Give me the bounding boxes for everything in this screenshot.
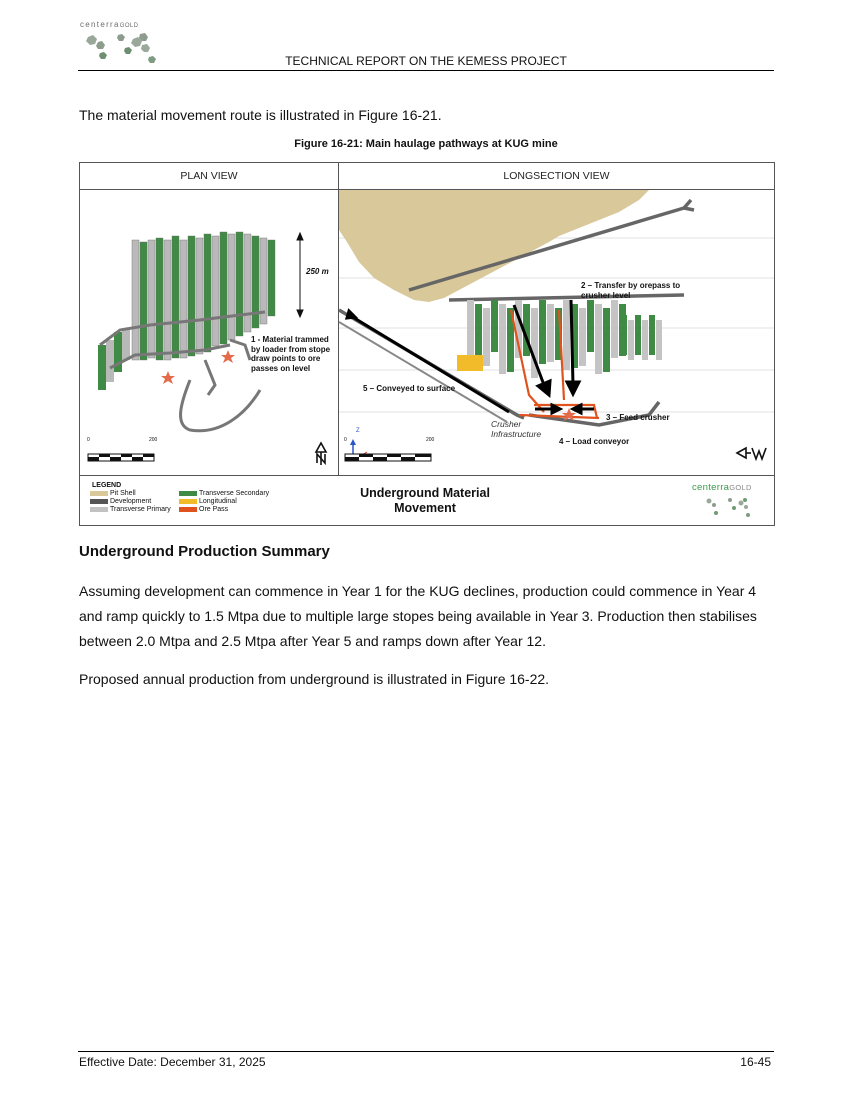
legend-title: LEGEND — [92, 482, 122, 489]
legend-swatch — [179, 507, 197, 512]
plan-stope — [196, 238, 203, 354]
longsection-stope — [628, 320, 634, 360]
step5-annotation: 5 – Conveyed to surface — [363, 384, 456, 393]
longsection-stope — [499, 304, 506, 374]
step4-annotation: 4 – Load conveyor — [559, 437, 630, 446]
page-number: 16-45 — [740, 1055, 771, 1069]
intro-paragraph: The material movement route is illustrated in Figure 16-21. — [79, 107, 442, 123]
longsection-view-drawing — [339, 190, 774, 475]
figure-caption: Figure 16-21: Main haulage pathways at KUG mine — [294, 138, 558, 150]
figure-logo-hexagons-icon — [692, 494, 772, 524]
longsection-stope — [603, 308, 610, 372]
longsection-stope — [642, 320, 648, 360]
plan-stope — [132, 240, 139, 360]
north-arrow-icon — [316, 443, 326, 465]
longsection-stope — [635, 315, 641, 355]
plan-view-title: PLAN VIEW — [80, 163, 338, 190]
plan-scale-end: 200 — [149, 437, 158, 443]
plan-stope — [172, 236, 179, 358]
west-arrow-icon — [737, 448, 766, 459]
crusher-infrastructure-label: Crusher Infrastructure — [491, 419, 542, 439]
report-title: TECHNICAL REPORT ON THE KEMESS PROJECT — [285, 54, 567, 68]
section-heading: Underground Production Summary — [79, 543, 330, 560]
plan-stopes — [98, 232, 275, 390]
plan-stope — [212, 236, 219, 346]
step3-annotation: 3 – Feed crusher — [606, 413, 670, 422]
longsection-stope — [621, 315, 627, 355]
plan-view-drawing — [80, 190, 338, 475]
ore-pass-star — [221, 350, 235, 363]
plan-stope — [204, 234, 211, 352]
legend-label: Transverse Secondary — [199, 490, 270, 497]
plan-stope — [180, 240, 187, 358]
longsection-stope — [483, 308, 490, 366]
height-label: 250 m — [306, 267, 329, 276]
plan-stope — [188, 236, 195, 356]
longsection-stope — [539, 300, 546, 364]
axis-z-label: Z — [356, 428, 360, 434]
legend-label: Pit Shell — [110, 490, 136, 497]
plan-stope — [156, 238, 163, 360]
header-divider — [78, 70, 774, 71]
effective-date: Effective Date: December 31, 2025 — [79, 1055, 266, 1069]
long-scale-end: 200 — [426, 437, 435, 443]
plan-scale-start: 0 — [87, 437, 90, 443]
longsection-stope — [587, 300, 594, 352]
longsection-scale-bar — [345, 454, 431, 461]
legend-item-pit-shell — [90, 490, 136, 497]
plan-stope — [140, 242, 147, 360]
legend-swatch — [90, 507, 108, 512]
plan-stope — [106, 340, 114, 382]
plan-stope — [148, 240, 155, 358]
longsection-stopes — [467, 300, 662, 378]
longsection-stope — [611, 300, 618, 358]
legend — [80, 476, 774, 526]
ore-pass-star — [161, 371, 175, 384]
step2-annotation: 2 – Transfer by orepass to crusher level — [581, 281, 681, 300]
longsection-stope — [563, 300, 570, 370]
longsection-view-title: LONGSECTION VIEW — [339, 163, 774, 190]
longsection-stope — [579, 308, 586, 366]
longitudinal-stope — [457, 355, 483, 371]
legend-swatch — [179, 499, 197, 504]
production-summary-paragraph: Assuming development can commence in Year 1 for the KUG declines, production could commence in Year 4 and ramp quickly to 1.5 Mtpa due to multiple large stopes being available in Year 3. Production then stabilises between 2.0 Mtpa and 2.5 Mtpa after Year 5 and ramps down after Year 12. — [79, 583, 757, 649]
step1-annotation: 1 - Material trammed by loader from stope draw points to ore passes on level — [251, 335, 331, 373]
logo-word: centerra — [80, 20, 120, 29]
plan-stope — [228, 234, 235, 340]
longsection-stope — [595, 304, 602, 374]
legend-swatch — [90, 499, 108, 504]
longsection-stope — [491, 300, 498, 352]
plan-stope — [236, 232, 243, 336]
legend-label: Development — [110, 498, 152, 505]
figure-logo — [692, 482, 772, 522]
proposed-production-paragraph: Proposed annual production from underground is illustrated in Figure 16-22. — [79, 671, 550, 687]
haulage-figure — [79, 162, 775, 526]
legend-label: Ore Pass — [199, 506, 229, 513]
movement-title: Underground Material Movement — [360, 486, 490, 515]
legend-label: Longitudinal — [199, 498, 237, 505]
legend-item-transverse-primary — [90, 506, 171, 513]
long-scale-start: 0 — [344, 437, 347, 443]
longsection-stope — [649, 315, 655, 355]
fig-logo-word: centerra — [692, 482, 730, 493]
plan-scale-bar — [88, 454, 154, 461]
longsection-stope — [547, 304, 554, 362]
fig-logo-suffix: GOLD — [729, 483, 752, 492]
legend-swatch — [179, 491, 197, 496]
legend-item-development — [90, 498, 151, 505]
legend-item-transverse-secondary — [179, 490, 269, 497]
plan-stope — [244, 234, 251, 332]
footer-divider — [78, 1051, 774, 1052]
plan-stope — [268, 240, 275, 316]
legend-item-ore-pass — [179, 506, 228, 513]
plan-stope — [98, 345, 106, 390]
plan-stope — [164, 240, 171, 360]
height-dimension — [297, 233, 303, 317]
longsection-stope — [656, 320, 662, 360]
legend-item-longitudinal — [179, 498, 237, 505]
logo-suffix: GOLD — [119, 23, 139, 29]
legend-label: Transverse Primary — [110, 506, 171, 513]
legend-swatch — [90, 491, 108, 496]
plan-stope — [122, 330, 130, 360]
plan-stope — [220, 232, 227, 344]
